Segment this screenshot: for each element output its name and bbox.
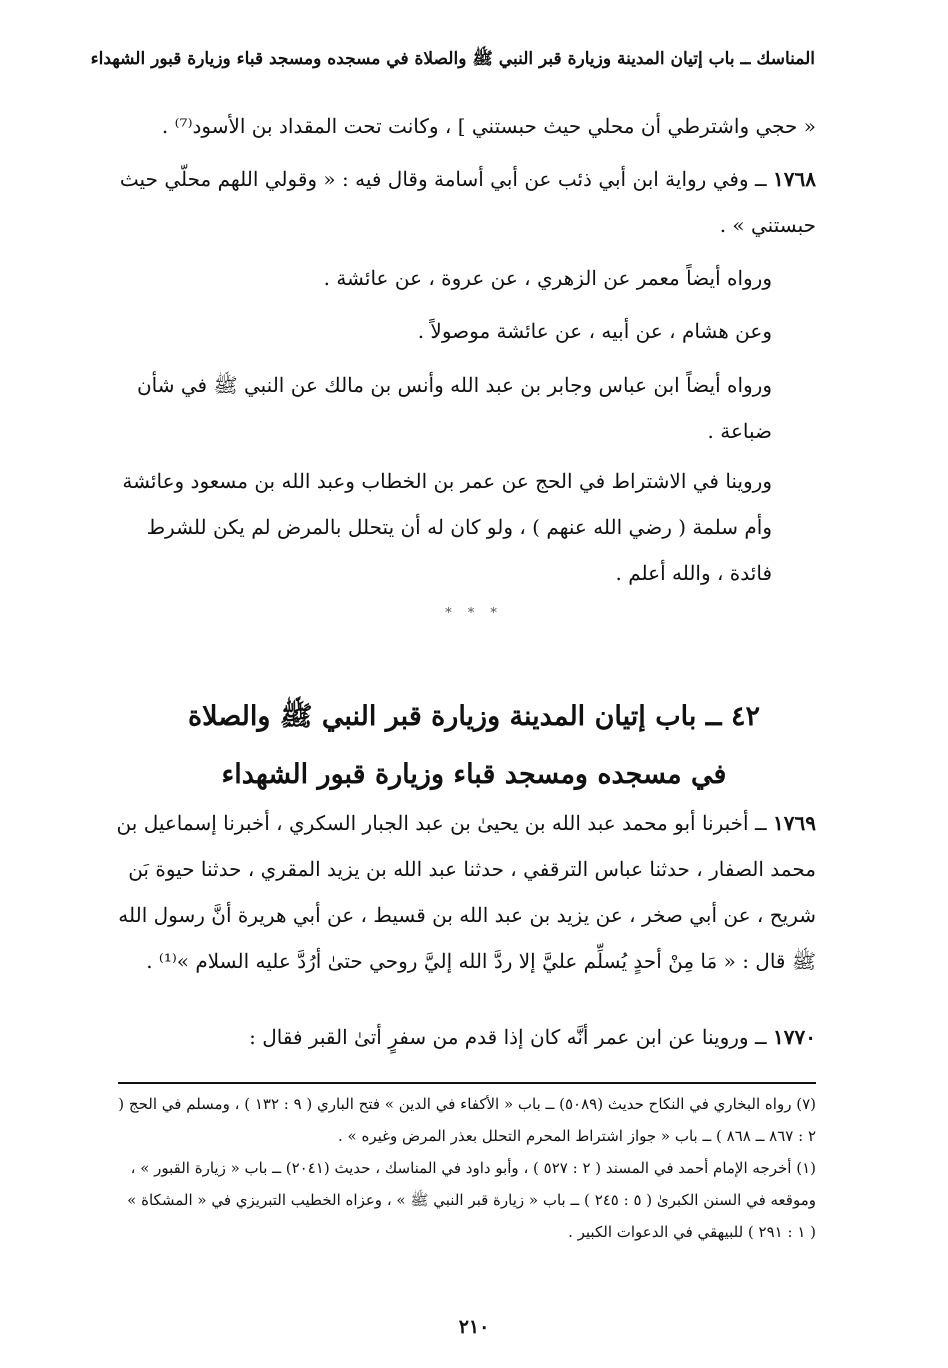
running-header: المناسك ــ باب إتيان المدينة وزيارة قبر النبي ﷺ والصلاة في مسجده ومسجد قباء وزيارة قبور الشهداء [90,49,815,69]
paragraph-1769 [112,800,816,984]
paragraph-p3: ورواه أيضاً معمر عن الزهري ، عن عروة ، عن عائشة . [323,266,772,290]
chapter-heading-line2: في مسجده ومسجد قباء وزيارة قبور الشهداء [221,759,727,790]
hadith-text-1770: ــ وروينا عن ابن عمر أنَّه كان إذا قدم من سفرٍ أتىٰ القبر فقال : [249,1025,774,1049]
paragraph-p4: وعن هشام ، عن أبيه ، عن عائشة موصولاً . [417,319,772,343]
footnote-7: (٧) رواه البخاري في النكاح حديث (٥٠٨٩) ــ باب « الأكفاء في الدين » فتح الباري ( ٩ : ١٣٢ ) ، ومسلم في الحج ( ٢ : ٨٦٧ ــ ٨٦٨ ) ــ باب « جواز اشتراط المحرم التحلل بعذر المرض وغيره » . [118,1095,816,1145]
page-number: ٢١٠ [458,1316,490,1338]
footnote-divider [118,1082,816,1084]
hadith-number-1769: ١٧٦٩ [773,811,816,835]
hadith-number-1768: ١٧٦٨ [773,167,816,191]
paragraph-1768 [112,156,816,248]
paragraph-p1: « حجي واشترطي أن محلي حيث حبستني ] ، وكانت تحت المقداد بن الأسود⁽⁷⁾ . [161,114,816,138]
hadith-text-1768: ــ وفي رواية ابن أبي ذئب عن أبي أسامة وقال فيه : « وقولي اللهم محلّي حيث حبستني » . [119,167,816,237]
chapter-heading [140,688,808,804]
paragraph-1770 [112,1014,816,1060]
chapter-heading-line1: ٤٢ ــ باب إتيان المدينة وزيارة قبر النبي ﷺ والصلاة [188,701,760,732]
hadith-text-1769: ــ أخبرنا أبو محمد عبد الله بن يحيىٰ بن عبد الجبار السكري ، أخبرنا إسماعيل بن محمد الصفار ، حدثنا عباس الترقفي ، حدثنا عبد الله بن يزيد المقري ، حدثنا حيوة بَن شريح ، عن أبي صخر ، عن يزيد بن عبد الله بن قسيط ، عن أبي هريرة أنَّ رسول الله ﷺ قال : « مَا مِنْ أحدٍ يُسلِّم عليَّ إلا ردَّ الله إليَّ روحي حتىٰ أرُدَّ عليه السلام »⁽¹⁾ . [116,811,816,973]
paragraph-p5: ورواه أيضاً ابن عباس وجابر بن عبد الله وأنس بن مالك عن النبي ﷺ في شأن ضباعة . [136,373,772,443]
footnotes [118,1088,816,1248]
footnote-1: (١) أخرجه الإمام أحمد في المسند ( ٢ : ٥٢٧ ) ، وأبو داود في المناسك ، حديث (٢٠٤١) ــ باب « زيارة القبور » ، وموقعه في السنن الكبرىٰ ( ٥ : ٢٤٥ ) ــ باب « زيارة قبر النبي ﷺ » ، وعزاه الخطيب التبريزي في « المشكاة » ( ١ : ٢٩١ ) للبيهقي في الدعوات الكبير . [127,1159,816,1241]
hadith-number-1770: ١٧٧٠ [773,1025,816,1049]
section-separator: * * * [445,606,503,621]
paragraph-p6: وروينا في الاشتراط في الحج عن عمر بن الخطاب وعبد الله بن مسعود وعائشة وأم سلمة ( رضي الله عنهم ) ، ولو كان له أن يتحلل بالمرض لم يكن للشرط فائدة ، والله أعلم . [122,469,772,585]
